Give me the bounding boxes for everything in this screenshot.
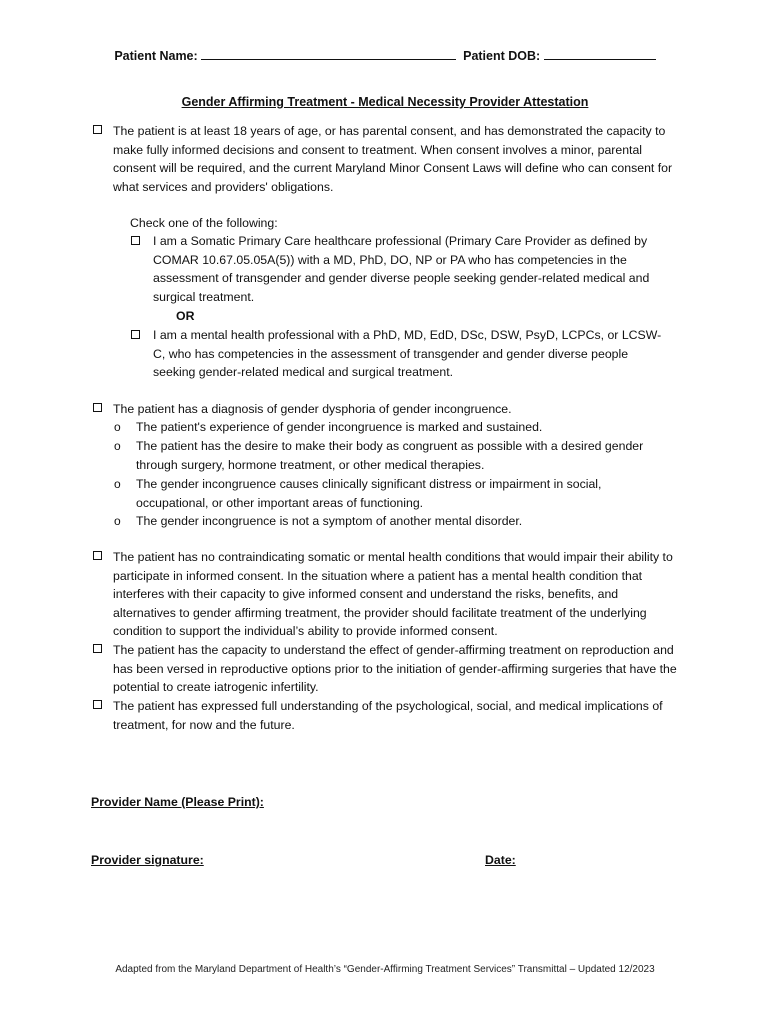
criterion-2-checkbox[interactable] — [93, 403, 102, 412]
criterion-5-checkbox[interactable] — [93, 700, 102, 709]
provider-name-label: Provider Name (Please Print): — [91, 795, 264, 809]
provider-option-1-text: I am a Somatic Primary Care healthcare professional (Primary Care Provider as defined by COMAR 10.67.05.05A(5)) with a MD, PhD, DO, NP or PA who has competencies in the assessment of transgender and gender diverse people seeking gender-related medical and surgical treatment. — [153, 234, 650, 304]
diagnosis-bullet-3: The gender incongruence causes clinically significant distress or impairment in social, occupational, or other important areas of functioning. — [136, 477, 602, 510]
criterion-1-checkbox[interactable] — [93, 125, 102, 134]
bullet-marker: o — [114, 477, 121, 491]
criterion-3-text: The patient has no contraindicating somatic or mental health conditions that would impair their ability to participate in informed consent. In the situation where a patient has a mental health condition that interferes with their capacity to give informed consent and understand the risks, benefits, and alternatives to gender affirming treatment, the provider should facilitate treatment of the underlying condition to support the individual’s ability to provide informed consent. — [113, 550, 673, 639]
diagnosis-bullet-2: The patient has the desire to make their body as congruent as possible with a desired gender through surgery, hormone treatment, or other medical therapies. — [136, 439, 644, 472]
criterion-1-text: The patient is at least 18 years of age, or has parental consent, and has demonstrated the capacity to make fully informed decisions and consent to treatment. When consent involves a minor, parental consent will be required, and the current Maryland Minor Consent Laws will define who can consent for what services and providers' obligations. — [113, 124, 673, 194]
document-title: Gender Affirming Treatment - Medical Necessity Provider Attestation — [181, 95, 589, 109]
diagnosis-bullet-4: The gender incongruence is not a symptom of another mental disorder. — [136, 514, 523, 528]
or-label: OR — [176, 309, 195, 323]
criterion-4-text: The patient has the capacity to understand the effect of gender-affirming treatment on reproduction and has been versed in reproductive options prior to the initiation of gender-affirming surgeries that have the potential to create iatrogenic infertility. — [113, 643, 677, 695]
provider-option-1-checkbox[interactable] — [131, 236, 140, 245]
date-label: Date: — [485, 853, 516, 867]
diagnosis-bullet-1: The patient's experience of gender incongruence is marked and sustained. — [136, 420, 543, 434]
bullet-marker: o — [114, 420, 121, 434]
patient-name-label: Patient Name: — [114, 49, 198, 63]
footer-note: Adapted from the Maryland Department of Health’s “Gender-Affirming Treatment Services” Transmittal – Updated 12/2023 — [115, 964, 655, 975]
provider-option-2-checkbox[interactable] — [131, 330, 140, 339]
provider-signature-label: Provider signature: — [91, 853, 204, 867]
criterion-2-text: The patient has a diagnosis of gender dysphoria of gender incongruence. — [113, 402, 512, 416]
criterion-5-text: The patient has expressed full understanding of the psychological, social, and medical implications of treatment, for now and the future. — [113, 699, 663, 732]
provider-option-2-text: I am a mental health professional with a PhD, MD, EdD, DSc, DSW, PsyD, LCPCs, or LCSW-C, who has competencies in the assessment of transgender and gender diverse people seeking gender-related medical and surgical treatment. — [153, 328, 662, 380]
provider-type-prompt: Check one of the following: — [130, 216, 278, 230]
criterion-3-checkbox[interactable] — [93, 551, 102, 560]
patient-dob-label: Patient DOB: — [463, 49, 541, 63]
bullet-marker: o — [114, 514, 121, 528]
patient-name-field[interactable] — [201, 47, 456, 60]
patient-dob-field[interactable] — [544, 47, 656, 60]
patient-header — [0, 47, 770, 63]
criterion-4-checkbox[interactable] — [93, 644, 102, 653]
bullet-marker: o — [114, 439, 121, 453]
